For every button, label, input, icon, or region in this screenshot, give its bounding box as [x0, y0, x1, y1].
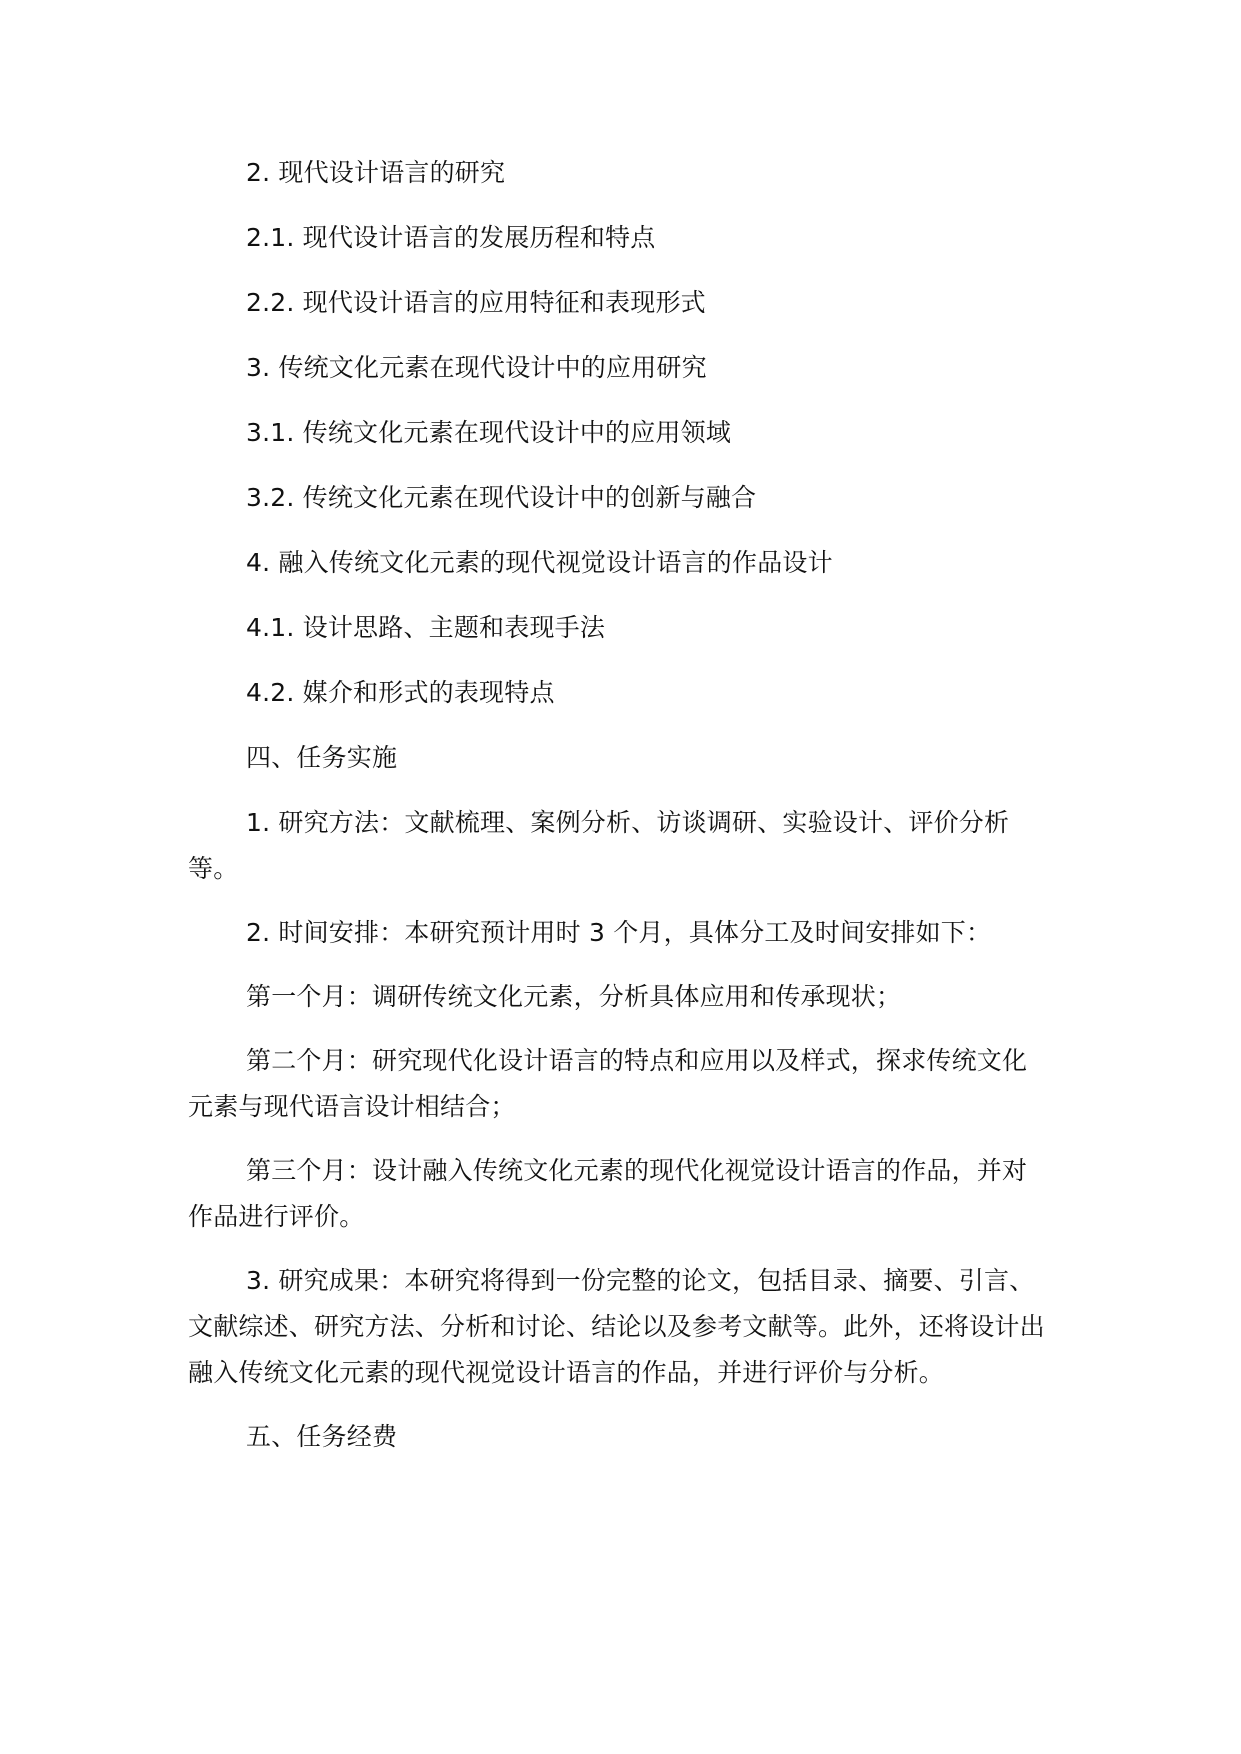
paragraph: 3.2. 传统文化元素在现代设计中的创新与融合 — [246, 483, 757, 512]
paragraph: 第一个月：调研传统文化元素，分析具体应用和传承现状； — [246, 982, 902, 1011]
paragraph: 4.2. 媒介和形式的表现特点 — [246, 678, 555, 707]
section-heading: 四、任务实施 — [246, 743, 398, 772]
paragraph: 4. 融入传统文化元素的现代视觉设计语言的作品设计 — [246, 548, 833, 577]
paragraph: 3. 研究成果：本研究将得到一份完整的论文，包括目录、摘要、引言、文献综述、研究方法、分析和讨论、结论以及参考文献等。此外，还将设计出融入传统文化元素的现代视觉设计语言的作品，并进行评价与分析。 — [188, 1266, 1045, 1387]
paragraph: 4.1. 设计思路、主题和表现手法 — [246, 613, 606, 642]
paragraph: 2.2. 现代设计语言的应用特征和表现形式 — [246, 288, 706, 317]
paragraph: 1. 研究方法：文献梳理、案例分析、访谈调研、实验设计、评价分析等。 — [188, 808, 1010, 883]
paragraph: 第二个月：研究现代化设计语言的特点和应用以及样式，探求传统文化元素与现代语言设计相结合； — [188, 1046, 1028, 1121]
paragraph: 第三个月：设计融入传统文化元素的现代化视觉设计语言的作品，并对作品进行评价。 — [188, 1156, 1028, 1231]
paragraph: 2. 时间安排：本研究预计用时 3 个月，具体分工及时间安排如下： — [246, 918, 992, 947]
section-heading: 五、任务经费 — [246, 1422, 398, 1451]
paragraph: 2. 现代设计语言的研究 — [246, 158, 506, 187]
paragraph: 3.1. 传统文化元素在现代设计中的应用领域 — [246, 418, 732, 447]
paragraph: 3. 传统文化元素在现代设计中的应用研究 — [246, 353, 707, 382]
document-body — [188, 150, 1048, 1460]
paragraph: 2.1. 现代设计语言的发展历程和特点 — [246, 223, 656, 252]
